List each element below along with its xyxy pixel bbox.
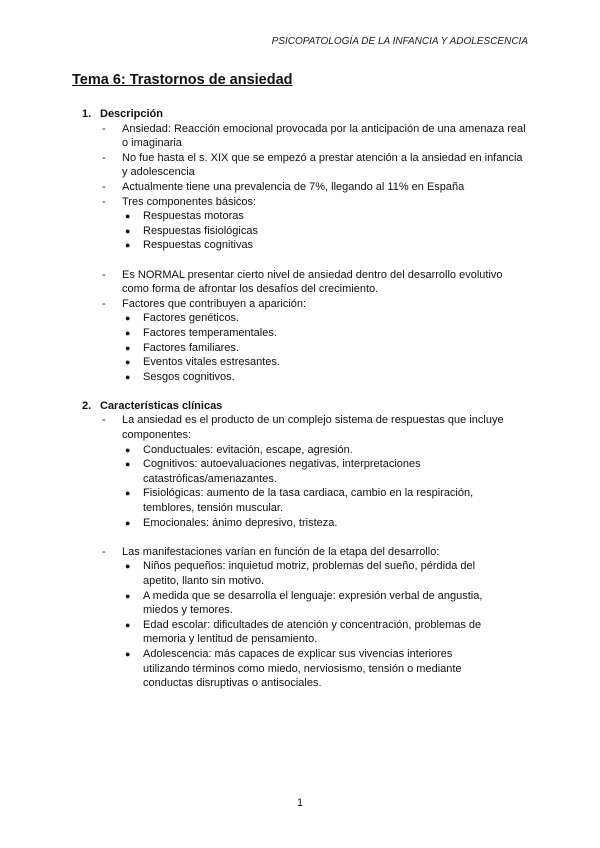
bullet-icon: ● bbox=[125, 240, 131, 251]
bullet-icon: ● bbox=[125, 327, 131, 338]
bullet-list bbox=[122, 311, 530, 384]
bullet-text: Conductuales: evitación, escape, agresión. bbox=[143, 443, 353, 456]
bullet-item bbox=[125, 443, 498, 458]
dash-marker: - bbox=[102, 180, 106, 193]
list-item bbox=[102, 180, 527, 195]
bullet-text: Cognitivos: autoevaluaciones negativas, interpretaciones catastróficas/amenazantes. bbox=[143, 458, 421, 485]
bullet-icon: ● bbox=[125, 619, 131, 630]
bullet-text: Niños pequeños: inquietud motriz, problemas del sueño, pérdida del apetito, llanto sin motivo. bbox=[143, 560, 476, 587]
bullet-list bbox=[122, 559, 530, 690]
list-item bbox=[102, 297, 527, 312]
page-title: Tema 6: Trastornos de ansiedad bbox=[72, 72, 293, 88]
section-number: 2. bbox=[82, 399, 92, 412]
bullet-icon: ● bbox=[125, 313, 131, 324]
bullet-item bbox=[125, 311, 498, 326]
bullet-text: Factores genéticos. bbox=[143, 312, 239, 325]
bullet-list bbox=[122, 443, 530, 531]
list-item-text: Factores que contribuyen a aparición: bbox=[122, 297, 307, 310]
list-item bbox=[102, 413, 527, 442]
dash-marker: - bbox=[102, 268, 106, 281]
bullet-icon: ● bbox=[125, 225, 131, 236]
document-body bbox=[0, 107, 600, 691]
bullet-icon: ● bbox=[125, 211, 131, 222]
section-heading bbox=[82, 107, 530, 122]
spacer bbox=[0, 384, 600, 399]
bullet-item bbox=[125, 238, 498, 253]
bullet-item bbox=[125, 457, 498, 486]
bullet-item bbox=[125, 326, 498, 341]
section-heading bbox=[82, 399, 530, 414]
section-number: 1. bbox=[82, 108, 92, 120]
bullet-text: Adolescencia: más capaces de explicar sus vivencias interiores utilizando términos como miedo, nerviosismo, tensión o mediante conductas disruptivas o antisociales. bbox=[143, 647, 462, 690]
bullet-list bbox=[122, 209, 530, 253]
bullet-text: Respuestas cognitivas bbox=[143, 239, 254, 252]
bullet-item bbox=[125, 224, 498, 239]
dash-marker: - bbox=[102, 414, 106, 427]
bullet-item bbox=[125, 618, 498, 647]
list-item bbox=[102, 151, 527, 180]
bullet-text: Respuestas motoras bbox=[143, 210, 244, 223]
bullet-item bbox=[125, 341, 498, 356]
bullet-item bbox=[125, 559, 498, 588]
bullet-item bbox=[125, 486, 498, 515]
bullet-icon: ● bbox=[125, 342, 131, 353]
bullet-item bbox=[125, 589, 498, 618]
bullet-icon: ● bbox=[125, 371, 131, 382]
bullet-icon: ● bbox=[125, 459, 131, 470]
dash-marker: - bbox=[102, 545, 106, 558]
dash-marker: - bbox=[102, 195, 106, 208]
list-item bbox=[102, 195, 527, 210]
list-item bbox=[102, 545, 527, 560]
dash-marker: - bbox=[102, 151, 106, 164]
bullet-text: Factores temperamentales. bbox=[143, 326, 277, 339]
list-item bbox=[102, 122, 527, 151]
bullet-text: Factores familiares. bbox=[143, 341, 239, 354]
dash-marker: - bbox=[102, 297, 106, 310]
bullet-icon: ● bbox=[125, 561, 131, 572]
list-item-text: Es NORMAL presentar cierto nivel de ansiedad dentro del desarrollo evolutivo como forma de afrontar los desafíos del crecimiento. bbox=[122, 268, 503, 296]
bullet-text: Fisiológicas: aumento de la tasa cardiaca, cambio en la respiración, temblores, tensión muscular. bbox=[143, 487, 474, 515]
section-title: Descripción bbox=[100, 108, 163, 120]
bullet-icon: ● bbox=[125, 357, 131, 368]
bullet-text: A medida que se desarrolla el lenguaje: expresión verbal de angustia, miedos y temores. bbox=[143, 589, 483, 617]
bullet-item bbox=[125, 370, 498, 385]
spacer bbox=[100, 253, 530, 268]
bullet-text: Sesgos cognitivos. bbox=[143, 370, 235, 383]
section-descripcion bbox=[82, 107, 530, 384]
bullet-icon: ● bbox=[125, 648, 131, 659]
list-item-text: Tres componentes básicos: bbox=[122, 195, 257, 208]
bullet-text: Eventos vitales estresantes. bbox=[143, 356, 280, 369]
dash-marker: - bbox=[102, 122, 106, 135]
list-item-text: No fue hasta el s. XIX que se empezó a prestar atención a la ansiedad en infancia y adolescencia bbox=[122, 151, 523, 179]
section-title: Características clínicas bbox=[100, 399, 223, 412]
bullet-text: Emocionales: ánimo depresivo, tristeza. bbox=[143, 516, 338, 529]
bullet-item bbox=[125, 516, 498, 531]
bullet-icon: ● bbox=[125, 590, 131, 601]
bullet-text: Edad escolar: dificultades de atención y concentración, problemas de memoria y lentitud de pensamiento. bbox=[143, 618, 482, 646]
bullet-text: Respuestas fisiológicas bbox=[143, 224, 258, 237]
list-item-text: Actualmente tiene una prevalencia de 7%, llegando al 11% en España bbox=[122, 180, 465, 193]
bullet-icon: ● bbox=[125, 517, 131, 528]
list-item-text: Las manifestaciones varían en función de la etapa del desarrollo: bbox=[122, 545, 440, 558]
page-number: 1 bbox=[296, 797, 304, 809]
bullet-item bbox=[125, 647, 498, 691]
bullet-icon: ● bbox=[125, 444, 131, 455]
bullet-item bbox=[125, 355, 498, 370]
section-caracteristicas-clinicas bbox=[82, 399, 530, 691]
bullet-item bbox=[125, 209, 498, 224]
list-item-text: Ansiedad: Reacción emocional provocada por la anticipación de una amenaza real o imaginaria bbox=[122, 122, 526, 150]
bullet-icon: ● bbox=[125, 488, 131, 499]
list-item bbox=[102, 268, 527, 297]
list-item-text: La ansiedad es el producto de un complejo sistema de respuestas que incluye componentes: bbox=[122, 414, 504, 442]
running-header: PSICOPATOLOGÍA DE LA INFANCIA Y ADOLESCENCIA bbox=[271, 36, 528, 47]
spacer bbox=[100, 530, 530, 545]
